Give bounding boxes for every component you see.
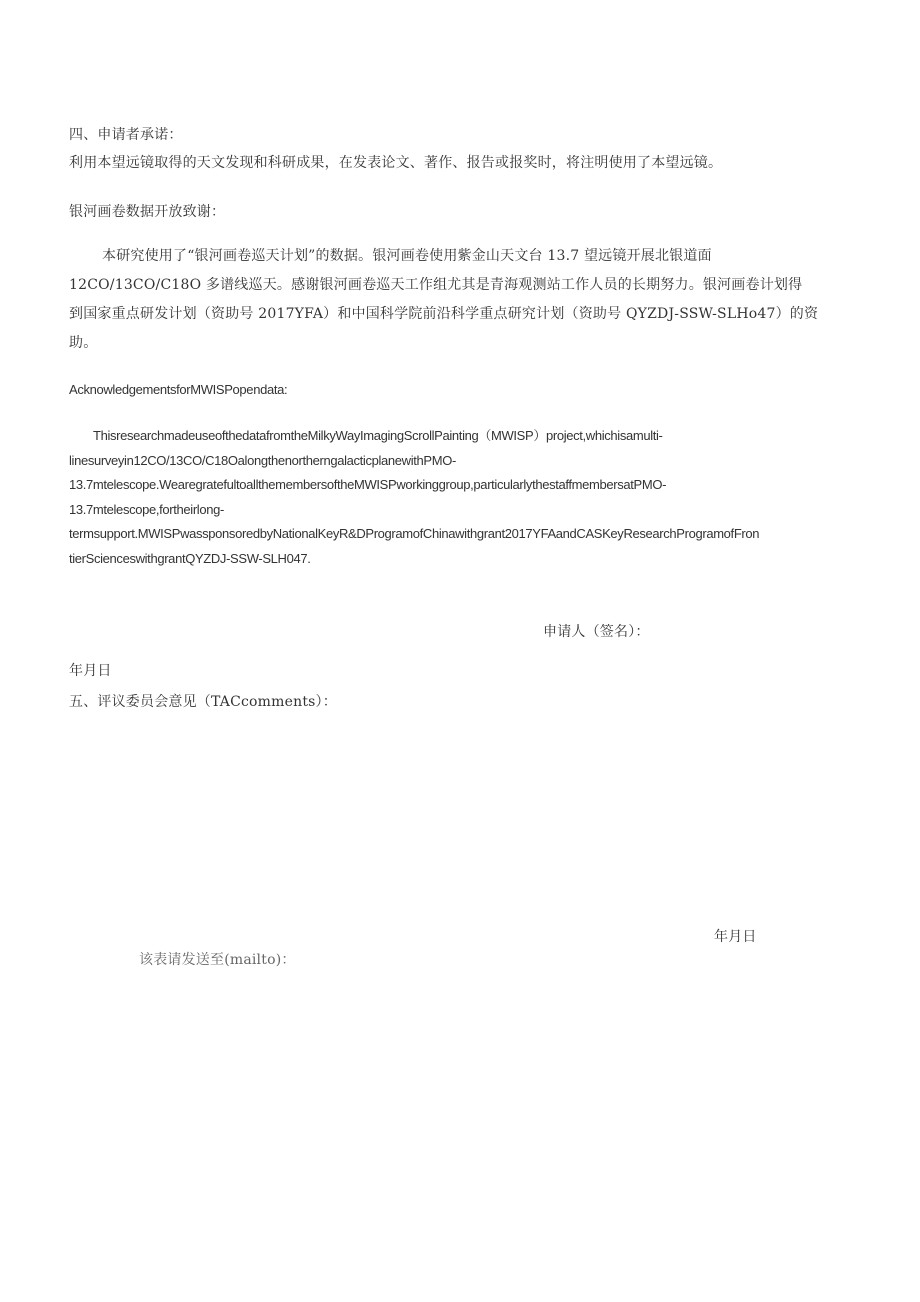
- applicant-pledge-heading: 四、申请者承诺：: [69, 127, 183, 143]
- ack-cn-line: 本研究使用了“银河画卷巡天计划”的数据。银河画卷使用紫金山天文台 13.7 望远镜开展北银道面: [102, 248, 712, 264]
- ack-en-line: 13.7mtelescope,fortheirlong-: [69, 501, 224, 517]
- tac-comments-date: 年月日: [714, 929, 757, 945]
- ack-en-line: linesurveyin12CO/13CO/C18OalongthenortherngalacticplanewithPMO-: [69, 452, 456, 468]
- ack-en-line: tierScienceswithgrantQYZDJ-SSW-SLH047.: [69, 550, 311, 566]
- applicant-signature-date: 年月日: [69, 663, 112, 679]
- ack-en-paragraph: [69, 424, 859, 571]
- applicant-pledge-text: 利用本望远镜取得的天文发现和科研成果，在发表论文、著作、报告或报奖时，将注明使用了本望远镜。: [69, 155, 723, 171]
- ack-en-line: 13.7mtelescope.WearegratefultoallthemembersoftheMWISPworkinggroup,particularlythestaffmembersatPMO-: [69, 477, 667, 492]
- ack-cn-line: 12CO/13CO/C18O 多谱线巡天。感谢银河画卷巡天工作组尤其是青海观测站工作人员的长期努力。银河画卷计划得: [69, 277, 803, 293]
- ack-en-line: termsupport.MWISPwassponsoredbyNationalKeyR&DProgramofChinawithgrant2017YFAandCASKeyResearchProgramofFron: [69, 526, 760, 541]
- ack-cn-heading: 银河画卷数据开放致谢：: [69, 204, 226, 220]
- send-to-mailto-label: 该表请发送至(mailto)：: [139, 952, 296, 968]
- ack-cn-line: 助。: [69, 335, 98, 351]
- ack-en-line: ThisresearchmadeuseofthedatafromtheMilkyWayImagingScrollPainting（MWISP）project,whichisamulti-: [93, 428, 663, 443]
- tac-comments-heading: 五、评议委员会意见（TACcomments）：: [69, 694, 337, 710]
- ack-cn-line: 到国家重点研发计划（资助号 2017YFA）和中国科学院前沿科学重点研究计划（资助号 QYZDJ-SSW-SLHo47）的资: [69, 306, 819, 322]
- ack-en-heading: AcknowledgementsforMWISPopendata:: [69, 382, 288, 397]
- applicant-signature-label: 申请人（签名）：: [543, 624, 650, 640]
- ack-cn-paragraph: [69, 242, 849, 358]
